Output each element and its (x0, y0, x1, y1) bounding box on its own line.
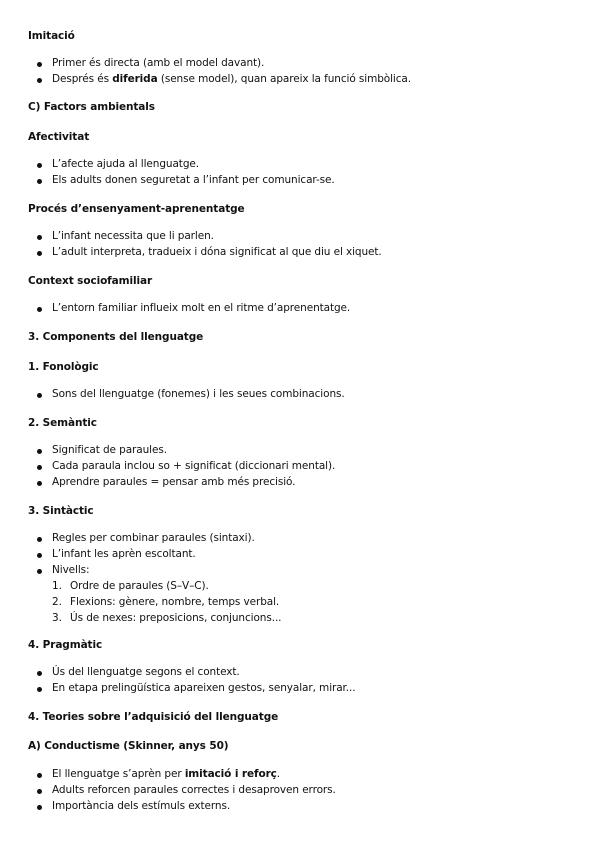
list-item: En etapa prelingüística apareixen gestos, senyalar, mirar... (52, 682, 356, 694)
list-item: Nivells: (52, 564, 90, 576)
list-item: L’afecte ajuda al llenguatge. (52, 158, 199, 170)
heading-fonologic: 1. Fonològic (28, 361, 99, 373)
bullet-icon (37, 537, 42, 542)
list-number: 1. (52, 580, 63, 592)
bullet-icon (37, 773, 42, 778)
bullet-icon (37, 789, 42, 794)
bullet-icon (37, 569, 42, 574)
heading-sintactic: 3. Sintàctic (28, 505, 94, 517)
list-item: L’infant les aprèn escoltant. (52, 548, 196, 560)
bullet-icon (37, 553, 42, 558)
heading-conductisme: A) Conductisme (Skinner, anys 50) (28, 740, 229, 752)
list-item: El llenguatge s’aprèn per imitació i reforç. (52, 768, 281, 780)
numbered-item: Ordre de paraules (S–V–C). (70, 580, 209, 592)
heading-teories: 4. Teories sobre l’adquisició del llenguatge (28, 711, 279, 723)
list-item: L’entorn familiar influeix molt en el ritme d’aprenentatge. (52, 302, 351, 314)
bullet-icon (37, 671, 42, 676)
bullet-icon (37, 78, 42, 83)
heading-proces: Procés d’ensenyament-aprenentatge (28, 203, 245, 215)
bullet-icon (37, 481, 42, 486)
bullet-icon (37, 805, 42, 810)
numbered-item: Flexions: gènere, nombre, temps verbal. (70, 596, 280, 608)
bullet-icon (37, 687, 42, 692)
bullet-icon (37, 179, 42, 184)
bullet-icon (37, 393, 42, 398)
list-item: Després és diferida (sense model), quan apareix la funció simbòlica. (52, 73, 411, 85)
numbered-item: Ús de nexes: preposicions, conjuncions... (70, 612, 282, 624)
bullet-icon (37, 449, 42, 454)
list-number: 2. (52, 596, 63, 608)
list-item: L’adult interpreta, tradueix i dóna significat al que diu el xiquet. (52, 246, 382, 258)
list-number: 3. (52, 612, 63, 624)
list-item: Sons del llenguatge (fonemes) i les seues combinacions. (52, 388, 345, 400)
list-item: L’infant necessita que li parlen. (52, 230, 214, 242)
list-item: Aprendre paraules = pensar amb més precisió. (52, 476, 296, 488)
bullet-icon (37, 251, 42, 256)
list-item: Cada paraula inclou so + significat (diccionari mental). (52, 460, 336, 472)
bullet-icon (37, 62, 42, 67)
bullet-icon (37, 465, 42, 470)
bullet-icon (37, 235, 42, 240)
list-item: Significat de paraules. (52, 444, 167, 456)
bullet-icon (37, 163, 42, 168)
heading-imitacio: Imitació (28, 30, 75, 42)
heading-semantic: 2. Semàntic (28, 417, 97, 429)
list-item: Regles per combinar paraules (sintaxi). (52, 532, 255, 544)
list-item: Adults reforcen paraules correctes i desaproven errors. (52, 784, 336, 796)
list-item: Primer és directa (amb el model davant). (52, 57, 265, 69)
heading-components: 3. Components del llenguatge (28, 331, 204, 343)
heading-context: Context sociofamiliar (28, 275, 153, 287)
list-item: Ús del llenguatge segons el context. (52, 666, 240, 678)
heading-pragmatic: 4. Pragmàtic (28, 639, 103, 651)
heading-factors-ambientals: C) Factors ambientals (28, 101, 155, 113)
heading-afectivitat: Afectivitat (28, 131, 90, 143)
bullet-icon (37, 307, 42, 312)
list-item: Importància dels estímuls externs. (52, 800, 231, 812)
list-item: Els adults donen seguretat a l’infant per comunicar-se. (52, 174, 335, 186)
